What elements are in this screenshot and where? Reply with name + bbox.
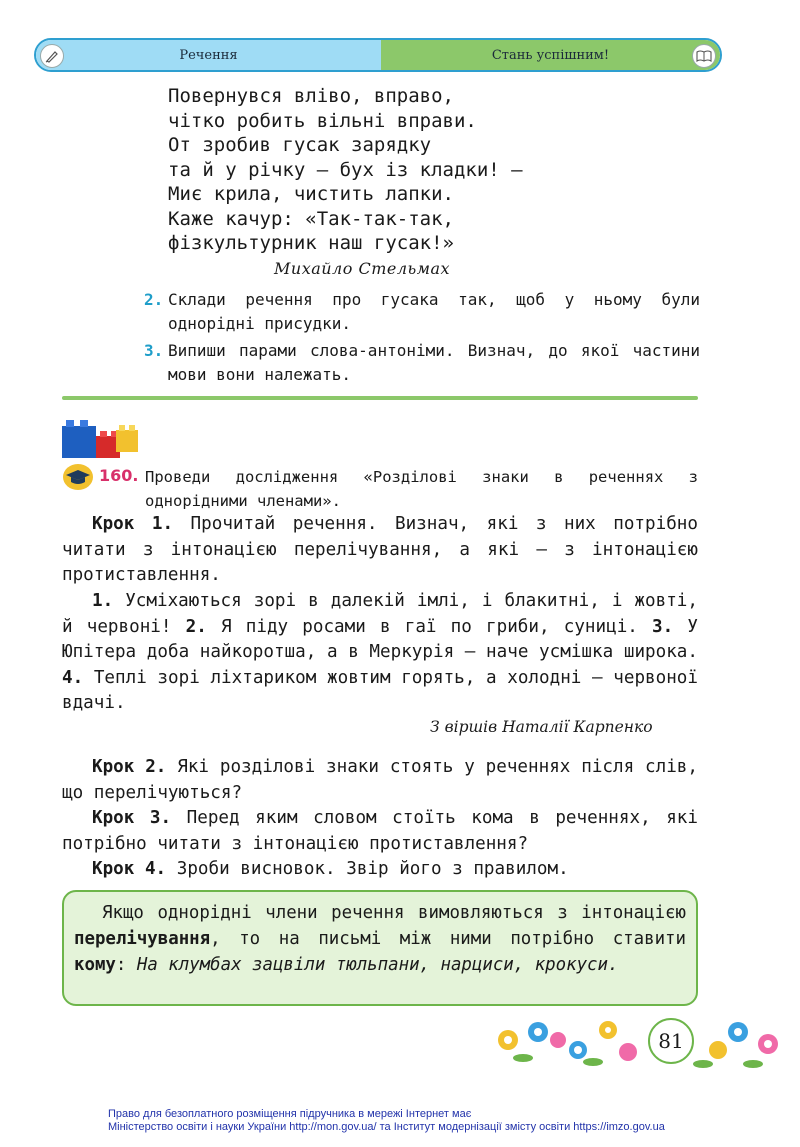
poem-line: Миє крила, чистить лапки. <box>168 183 454 205</box>
task-number: 2. <box>144 290 164 309</box>
task-text: Склади речення про гусака так, щоб у ньому були однорідні присудки. <box>168 290 700 333</box>
sentences-source: З віршів Наталії Карпенко <box>430 718 653 736</box>
rule-example: На клумбах зацвіли тюльпани, нарциси, крокуси. <box>136 955 619 975</box>
sentence-number: 1. <box>92 591 114 611</box>
poem-line: фізкультурник наш гусак!» <box>168 232 454 254</box>
sentence-text: Я піду росами в гаї по гриби, суниці. <box>206 616 653 637</box>
page-header <box>34 38 722 72</box>
exercise-step-1 <box>62 512 698 589</box>
poem-author: Михайло Стельмах <box>274 259 451 278</box>
sentence-number: 2. <box>185 616 207 637</box>
section-divider <box>62 396 698 400</box>
exercise-step-4 <box>62 857 698 883</box>
task-2 <box>144 288 700 336</box>
step-label: Крок 4. <box>92 859 167 879</box>
rule-keyword: перелічування <box>74 929 211 949</box>
step-text: Зроби висновок. Звір його з правилом. <box>166 859 569 879</box>
rule-text: : <box>115 955 137 975</box>
footer-line: Право для безоплатного розміщення підручника в мережі Інтернет має <box>108 1108 472 1120</box>
poem-line: та й у річку — бух із кладки! — <box>168 158 523 181</box>
header-section-left <box>36 40 381 70</box>
exercise-step-3 <box>62 806 698 857</box>
rule-box <box>62 890 698 1006</box>
sentence-text: У Юпітера доба найкоротша, а в Меркурія — наче усмішка широка. <box>62 616 698 662</box>
sentence-text: Усміхаються зорі в далекій імлі, і блакитні, і жовті, й червоні! <box>62 591 698 637</box>
task-number: 3. <box>144 341 164 360</box>
exercise-task: Проведи дослідження «Розділові знаки в реченнях з однорідними членами». <box>145 468 698 510</box>
task-text: Випиши парами слова-антоніми. Визнач, до якої частини мови вони належать. <box>168 341 700 384</box>
page-number: 81 <box>648 1018 694 1064</box>
footer <box>108 1108 665 1134</box>
poem-line: Повернувся вліво, вправо, <box>168 85 454 107</box>
sentence-number: 4. <box>62 667 84 688</box>
poem-line: Каже качур: «Так-так-так, <box>168 207 454 230</box>
poem <box>168 84 523 256</box>
rule-text: Якщо однорідні члени речення вимовляються з інтонацією <box>102 903 686 923</box>
sentence-text: Теплі зорі ліхтариком жовтим горять, а холодні — червоної вдачі. <box>62 667 698 713</box>
pen-icon <box>40 44 64 68</box>
step-text: Які розділові знаки стоять у реченнях після слів, що перелічуються? <box>62 757 698 803</box>
header-left-title: Речення <box>179 47 238 63</box>
flowers-decoration <box>488 1010 800 1072</box>
poem-line: От зробив гусак зарядку <box>168 134 432 156</box>
header-right-title: Стань успішним! <box>491 47 610 63</box>
step-text: Перед яким словом стоїть кома в реченнях, які потрібно читати з інтонацією протиставлення? <box>62 808 698 854</box>
task-3 <box>144 339 700 387</box>
step-label: Крок 1. <box>92 514 174 534</box>
exercise-number: 160. <box>99 466 139 485</box>
step-label: Крок 3. <box>92 808 172 828</box>
sentence-number: 3. <box>652 616 674 637</box>
footer-line: Міністерство освіти і науки України http://mon.gov.ua/ та Інститут модернізації змісту освіти https://imzo.gov.ua <box>108 1121 665 1133</box>
step-text: Прочитай речення. Визнач, які з них потрібно читати з інтонацією перелічування, а які — з інтонацією протиставлення. <box>62 514 698 585</box>
graduation-cap-icon <box>62 463 94 491</box>
rule-keyword: кому <box>74 955 116 975</box>
step-label: Крок 2. <box>92 757 167 777</box>
exercise-step-2 <box>62 755 698 806</box>
header-section-right <box>381 40 720 70</box>
rule-text: , то на письмі між ними потрібно ставити <box>210 929 686 949</box>
book-icon <box>692 44 716 68</box>
lego-blocks-icon <box>60 416 140 460</box>
exercise-sentences <box>62 589 698 717</box>
poem-line: чітко робить вільні вправи. <box>168 109 477 132</box>
